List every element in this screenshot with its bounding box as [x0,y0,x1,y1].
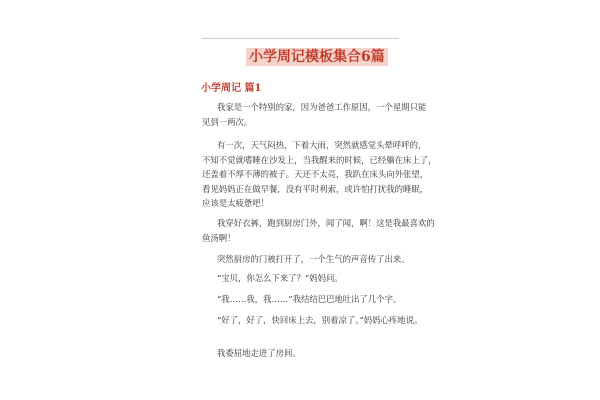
text-line: 应该是太疲惫吧！ [202,198,269,209]
text-line: “我……我，我……”我结结巴巴地吐出了几个字。 [217,294,402,304]
text-line: “好了，好了，快回床上去，别着凉了。”妈妈心疼地说。 [217,315,423,325]
text-line: 我委屈地走进了房间。 [217,348,301,358]
text-line: 有一次，天气闷热，下着大雨，突然就感觉头晕呼呼的， [217,140,427,150]
text-line: 还盖着不厚不薄的被子。天还不太亮，我趴在床头向外张望， [202,169,429,180]
paragraph-5 [217,271,343,286]
section-title: 小学周记 篇1 [201,83,262,94]
text-line: “宝贝，你怎么下来了？”妈妈问。 [217,273,343,283]
text-line: 见到一两次。 [202,116,253,127]
paragraph-1 [202,100,427,129]
text-line: 突然厨房的门被打开了，一个生气的声音传了出来。 [217,254,410,264]
paragraph-6 [217,292,401,307]
header-divider [202,38,399,39]
paragraph-8 [217,346,301,361]
document-title: 小学周记模板集合6篇 [246,48,388,66]
paragraph-7 [217,313,422,328]
text-line: 不知不觉就嗜睡在沙发上，当我醒来的时候，已经躺在床上了， [202,154,437,165]
text-line: 鱼汤啊！ [202,232,236,243]
paragraph-2 [202,138,437,211]
paragraph-3 [202,216,435,245]
text-line: 我穿好衣裤，跑到厨房门外，闻了闻，啊！这是我最喜欢的 [217,218,435,228]
paragraph-4 [217,252,410,267]
text-line: 看见妈妈正在做早餐，没有平时利索，或许怕打扰我的睡眠， [202,183,429,194]
text-line: 我家是一个特别的家，因为爸爸工作原因，一个星期只能 [217,102,427,112]
